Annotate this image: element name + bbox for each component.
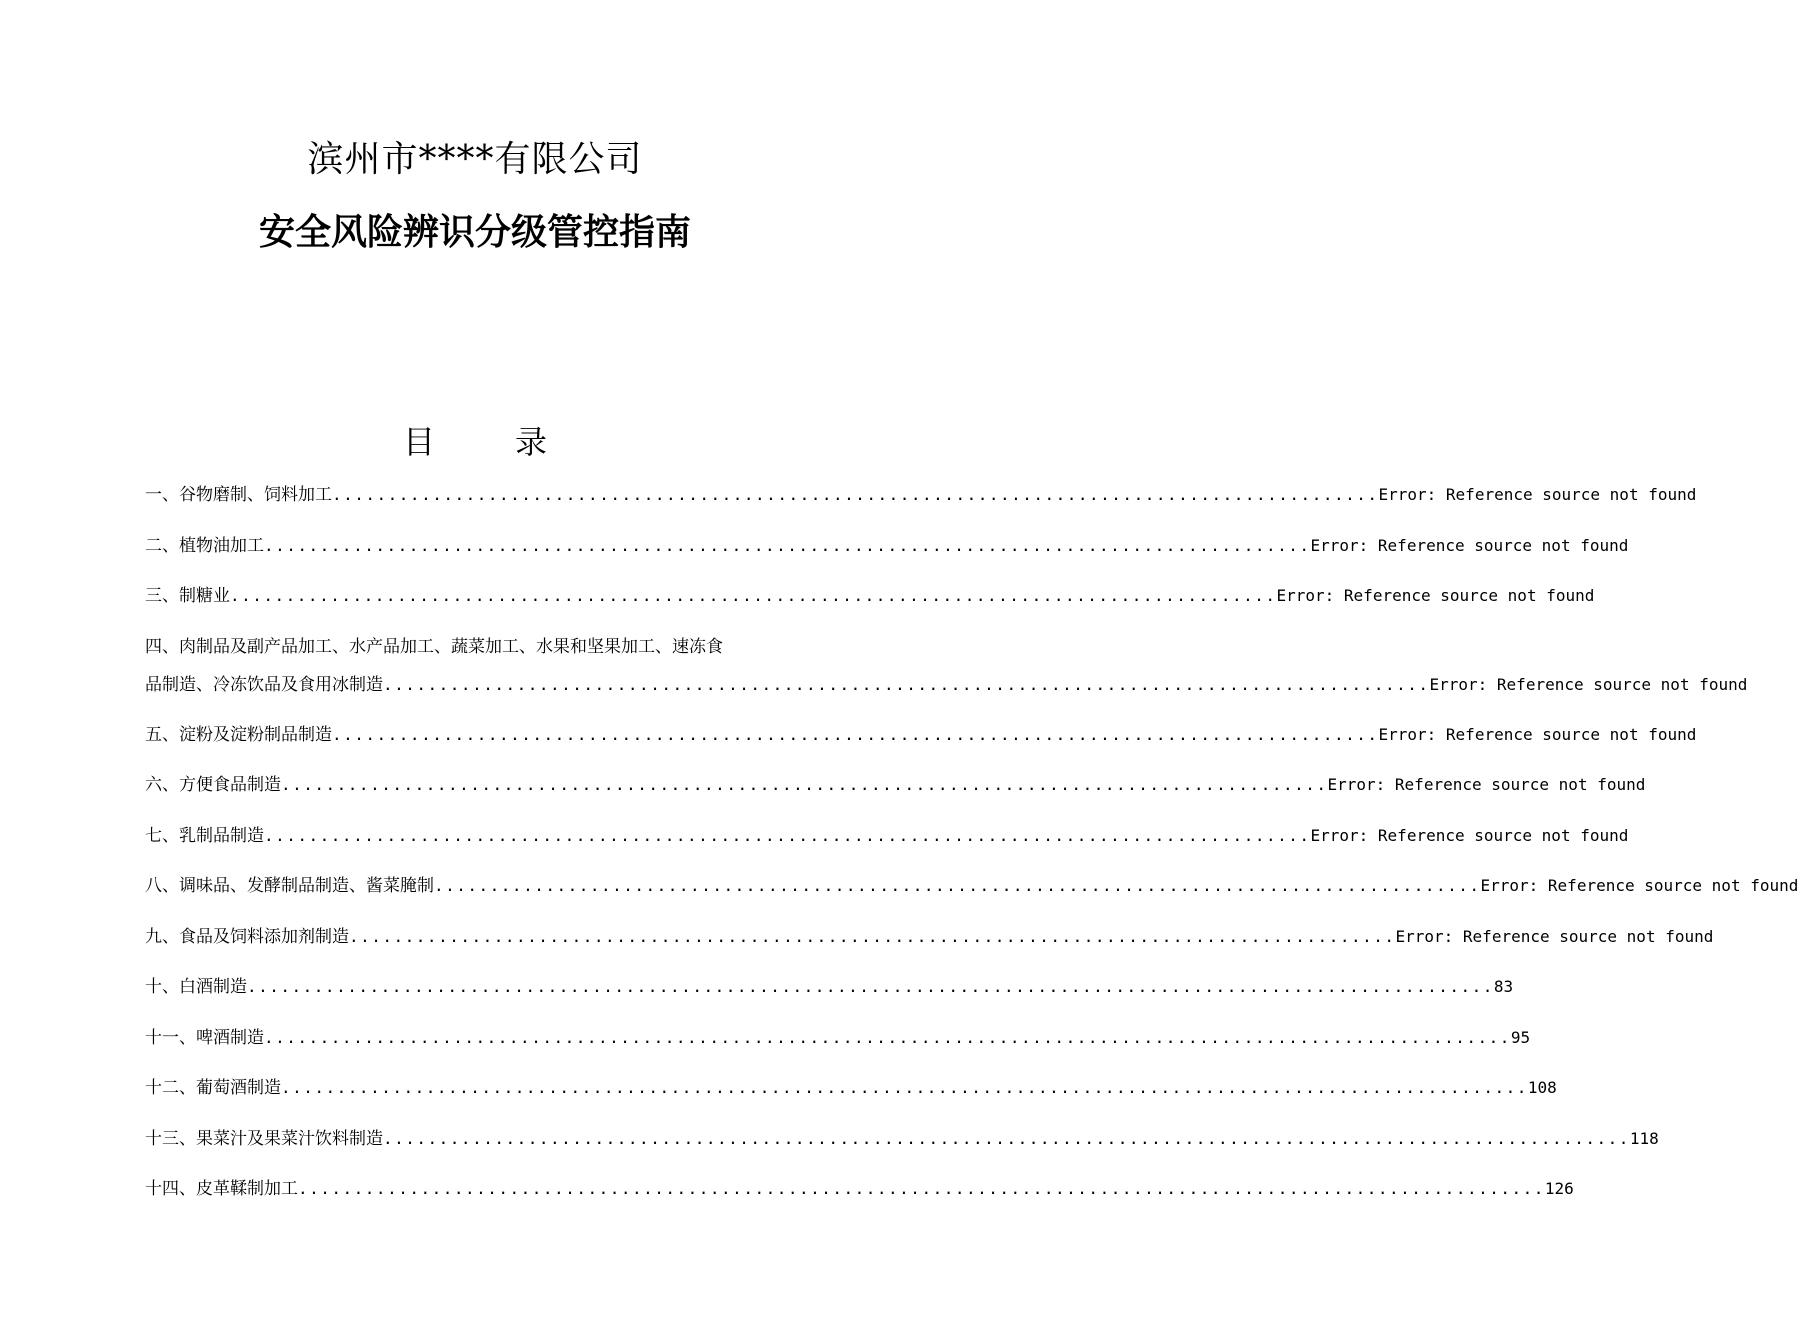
toc-entry-page: 83 [1493,977,1514,996]
toc-leader-dots: .............................................................................................. [281,775,1328,794]
toc-entry[interactable] [145,970,1514,1021]
toc-entry-page: Error: Reference source not found [1378,724,1697,744]
toc-entry-page: 118 [1629,1128,1659,1148]
toc-entry-page: 108 [1527,1078,1557,1097]
toc-entry[interactable] [145,920,1714,971]
toc-leader-dots: .............................................................................................. [349,926,1396,946]
toc-leader-dots: ................................................................................................................ [298,1179,1545,1198]
toc-entry[interactable] [145,869,1798,920]
toc-entry-page: Error: Reference source not found [1310,825,1629,845]
toc-entry-page: Error: Reference source not found [1480,876,1798,895]
toc-leader-dots: .............................................................................................. [264,825,1311,845]
toc-entry-label: 十、白酒制造 [145,977,247,997]
company-name: 滨州市****有限公司 [307,139,643,180]
toc-entry-page: Error: Reference source not found [1276,586,1595,605]
toc-entry[interactable] [145,1122,1659,1173]
toc-heading [0,420,950,464]
toc-leader-dots: ................................................................................................................ [264,1027,1511,1047]
toc-entry[interactable] [145,478,1697,529]
toc-entry-page: Error: Reference source not found [1378,485,1697,504]
toc-entry-label: 八、调味品、发酵制品制造、酱菜腌制 [145,876,434,896]
toc-entry-label: 十一、啤酒制造 [145,1027,264,1048]
toc-entry-label: 二、植物油加工 [145,535,264,556]
toc-entry-page: Error: Reference source not found [1395,926,1714,946]
toc-entry-label: 十二、葡萄酒制造 [145,1078,281,1098]
toc-entry[interactable] [145,529,1629,580]
toc-leader-dots: .............................................................................................. [434,876,1481,895]
toc-entry-label: 十三、果菜汁及果菜汁饮料制造 [145,1128,383,1149]
toc-entry[interactable] [145,718,1697,769]
toc-entry-label: 七、乳制品制造 [145,825,264,846]
toc-heading-right: 录 [515,423,548,461]
toc-entry[interactable] [145,1172,1574,1223]
toc-leader-dots: ................................................................................................................ [247,977,1494,996]
toc-entry-label: 五、淀粉及淀粉制品制造 [145,724,332,745]
toc-entry-label: 三、制糖业 [145,586,230,606]
toc-leader-dots: ................................................................................................................ [281,1078,1528,1097]
toc-entry[interactable] [145,630,1748,718]
toc-leader-dots: .............................................................................................. [230,586,1277,605]
toc-entry-label: 一、谷物磨制、饲料加工 [145,485,332,505]
toc-entry[interactable] [145,819,1629,870]
table-of-contents [145,478,1798,1223]
toc-entry-page: Error: Reference source not found [1310,535,1629,555]
toc-entry[interactable] [145,768,1646,819]
toc-leader-dots: ................................................................................................................ [383,1128,1630,1148]
toc-leader-dots: .............................................................................................. [332,485,1379,504]
toc-entry[interactable] [145,579,1595,630]
toc-leader-dots: .............................................................................................. [332,724,1379,744]
toc-entry[interactable] [145,1071,1557,1122]
toc-entry-label: 六、方便食品制造 [145,775,281,795]
toc-entry[interactable] [145,1021,1531,1072]
toc-leader-dots: .............................................................................................. [264,535,1311,555]
toc-entry-label-line1: 四、肉制品及副产品加工、水产品加工、蔬菜加工、水果和坚果加工、速冻食 [145,636,723,657]
toc-entry-page: 95 [1510,1027,1531,1047]
toc-entry-label: 十四、皮革鞣制加工 [145,1179,298,1199]
toc-entry-page: 126 [1544,1179,1574,1198]
toc-leader-dots: .............................................................................................. [383,674,1430,694]
toc-heading-left: 目 [402,423,435,461]
toc-entry-page: Error: Reference source not found [1429,674,1748,694]
toc-entry-page: Error: Reference source not found [1327,775,1646,794]
toc-entry-label: 九、食品及饲料添加剂制造 [145,926,349,947]
document-title: 安全风险辨识分级管控指南 [258,211,691,253]
toc-entry-label: 品制造、冷冻饮品及食用冰制造 [145,674,383,695]
